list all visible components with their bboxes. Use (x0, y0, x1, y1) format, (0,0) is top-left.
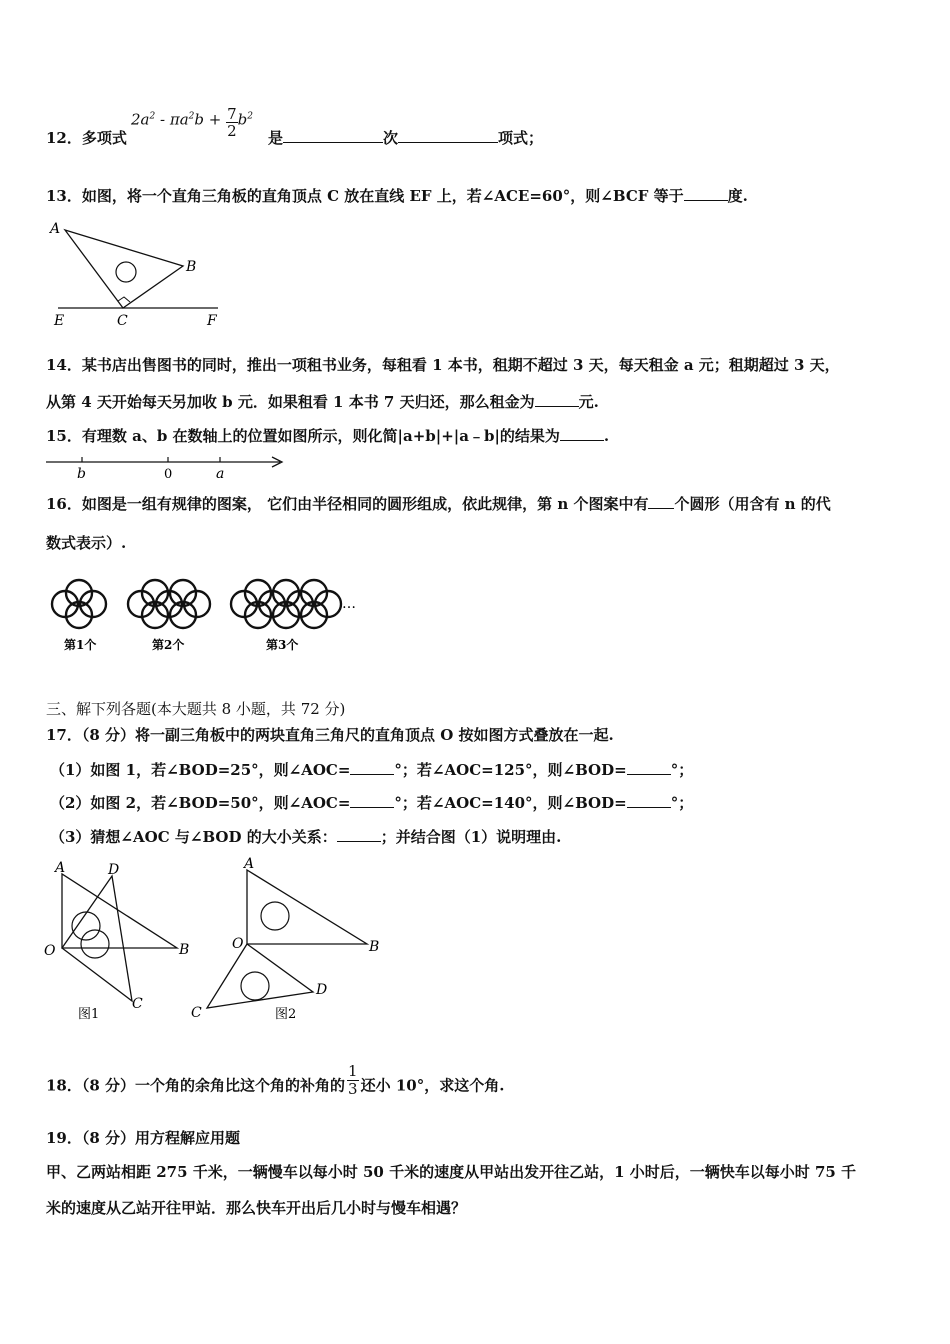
q17-p2-blank-2[interactable] (627, 793, 671, 808)
question-12 (46, 128, 127, 148)
q12-number: 12． (46, 129, 82, 147)
q12-frac-num: 7 (227, 105, 237, 123)
q16-pattern-figure (44, 576, 384, 656)
q16-pattern-2 (128, 580, 210, 628)
q12-mid2: 次 (383, 129, 399, 147)
q13-suffix: 度. (727, 187, 748, 205)
question-17-part3 (50, 827, 561, 847)
q19-line1: 甲、乙两站相距 275 千米，一辆慢车以每小时 50 千米的速度从甲站出发开往乙站，1 小时后，一辆快车以每小时 75 千 (46, 1163, 857, 1181)
q18-pre: 18．（8 分）一个角的余角比这个角的补角的 (46, 1076, 346, 1095)
q17-p2-blank-1[interactable] (350, 793, 394, 808)
q16-ellipsis: … (342, 596, 356, 612)
q12-term2-exp: 2 (188, 111, 195, 122)
q12-blank-degree[interactable] (283, 128, 383, 143)
q17-fig2-hole-1 (261, 902, 289, 930)
q13-figure (44, 218, 234, 333)
q17-figure-1 (42, 858, 202, 1028)
q17-fig2-label-a: A (244, 856, 255, 872)
q18-frac-num: 1 (348, 1062, 358, 1080)
q17-p1-c: °； (670, 761, 694, 779)
q17-fig2-triangle-cod (207, 944, 313, 1008)
q16-caption-1: 第1个 (64, 638, 97, 652)
q17-fig2-label-b: B (369, 939, 380, 955)
question-17-part1 (50, 760, 693, 780)
q17-fig1-label-a: A (55, 860, 66, 876)
q17-figure-2 (185, 852, 385, 1022)
q17-p1-b: °；若∠AOC=125°，则∠BOD= (394, 761, 627, 779)
q12-frac-den: 2 (227, 122, 237, 140)
question-19-title (46, 1128, 240, 1148)
q12-plus: + (208, 110, 222, 129)
q13-label-b: B (186, 259, 197, 275)
q17-fig1-hole-2 (81, 930, 109, 958)
q16-caption-2: 第2个 (152, 638, 185, 652)
q12-rest (268, 128, 543, 148)
q12-term1-exp: 2 (149, 111, 156, 122)
q17-p3-a: （3）猜想∠AOC 与∠BOD 的大小关系： (50, 828, 337, 846)
q17-fig2-caption: 图2 (275, 1007, 297, 1022)
q19-title: 19．（8 分）用方程解应用题 (46, 1129, 241, 1147)
q13-label-a: A (50, 221, 61, 237)
q13-text: 13．如图，将一个直角三角板的直角顶点 C 放在直线 EF 上，若∠ACE=60°，则∠BCF 等于 (46, 187, 684, 205)
q17-fig1-caption: 图1 (78, 1007, 100, 1022)
q12-mid1: 是 (268, 129, 284, 147)
q17-fig2-label-d: D (316, 982, 328, 998)
q18-frac-den: 3 (348, 1080, 358, 1098)
q17-fig2-label-o: O (232, 936, 244, 952)
q13-label-c: C (117, 313, 128, 329)
q17-fig1-triangle-doc (62, 876, 132, 1001)
q19-line2: 米的速度从乙站开往甲站．那么快车开出后几小时与慢车相遇？ (46, 1199, 467, 1217)
q13-triangle (65, 230, 183, 308)
q16-pattern-3 (231, 580, 341, 628)
q18-fraction (347, 1063, 359, 1098)
q13-triangle-hole (116, 262, 136, 282)
q17-intro: 17．（8 分）将一副三角板中的两块直角三角尺的直角顶点 O 按如图方式叠放在一起. (46, 726, 614, 744)
q12-suffix: 项式； (498, 129, 544, 147)
q17-p3-b: ；并结合图（1）说明理由. (380, 828, 562, 846)
q16-blank[interactable] (648, 494, 674, 509)
q15-label-zero: 0 (164, 467, 173, 482)
q16-line1-pre: 16．如图是一组有规律的图案， 它们由半径相同的圆形组成，依此规律，第 n 个图案中有 (46, 495, 649, 513)
q16-line2: 数式表示）. (46, 534, 127, 552)
q16-pattern-1 (52, 580, 106, 628)
question-14-line1 (46, 355, 840, 375)
q17-fig1-label-o: O (44, 943, 56, 959)
q17-p1-blank-2[interactable] (627, 760, 671, 775)
q14-blank[interactable] (535, 392, 579, 407)
question-19-line2 (46, 1198, 466, 1218)
q17-fig2-hole-2 (241, 972, 269, 1000)
q17-p2-c: °； (670, 794, 694, 812)
q12-prefix: 多项式 (81, 129, 127, 147)
q15-label-b: b (77, 466, 86, 482)
question-17-part2 (50, 793, 693, 813)
q16-line1-post: 个圆形（用含有 n 的代 (674, 495, 831, 513)
q12-term3-exp: 2 (247, 111, 254, 122)
q15-number-line (44, 450, 294, 482)
question-19-line1 (46, 1162, 856, 1182)
q17-p1-blank-1[interactable] (350, 760, 394, 775)
q14-line1: 14．某书店出售图书的同时，推出一项租书业务，每租看 1 本书，租期不超过 3 天，每天租金 a 元；租期超过 3 天， (46, 356, 840, 374)
question-18 (46, 1062, 505, 1104)
question-13 (46, 186, 748, 206)
question-16-line2 (46, 533, 126, 553)
q12-term2-b: b (194, 110, 204, 129)
q12-fraction (226, 106, 238, 139)
q13-label-f: F (207, 313, 217, 329)
q12-term1: 2a (131, 110, 150, 129)
q16-caption-3: 第3个 (266, 638, 299, 652)
q17-fig2-label-c: C (191, 1005, 202, 1021)
q17-p3-blank[interactable] (337, 827, 381, 842)
q14-line2: 从第 4 天开始每天另加收 b 元．如果租看 1 本书 7 天归还，那么租金为 (46, 393, 535, 411)
q17-p1-a: （1）如图 1，若∠BOD=25°，则∠AOC= (50, 761, 351, 779)
q17-fig1-label-d: D (108, 862, 120, 878)
section-3-heading: 三、解下列各题(本大题共 8 小题，共 72 分) (46, 700, 346, 718)
q17-fig1-label-b: B (179, 942, 190, 958)
q15-label-a: a (216, 466, 225, 482)
q13-blank[interactable] (684, 186, 728, 201)
q17-fig1-triangle-aob (62, 874, 177, 948)
q12-term2: - πa (155, 110, 189, 129)
q13-right-angle-mark (118, 297, 130, 302)
q15-blank[interactable] (560, 426, 604, 441)
q12-polynomial (131, 104, 254, 140)
q17-fig1-hole-1 (72, 912, 100, 940)
q12-blank-terms[interactable] (398, 128, 498, 143)
q18-post: 还小 10°，求这个角. (360, 1076, 505, 1095)
q15-suffix: . (603, 427, 610, 445)
q17-p2-a: （2）如图 2，若∠BOD=50°，则∠AOC= (50, 794, 351, 812)
section-3-title (46, 699, 345, 719)
question-16-line1 (46, 494, 831, 514)
q17-p2-b: °；若∠AOC=140°，则∠BOD= (394, 794, 627, 812)
question-14-line2 (46, 392, 599, 412)
q12-term3: b (237, 110, 248, 129)
question-17-intro (46, 725, 614, 745)
q13-label-e: E (54, 313, 65, 329)
q15-text: 15．有理数 a、b 在数轴上的位置如图所示，则化简|a+b|+|a﹣b|的结果为 (46, 427, 560, 445)
q17-fig1-label-c: C (132, 996, 143, 1012)
question-15 (46, 426, 609, 446)
q14-suffix: 元. (578, 393, 599, 411)
